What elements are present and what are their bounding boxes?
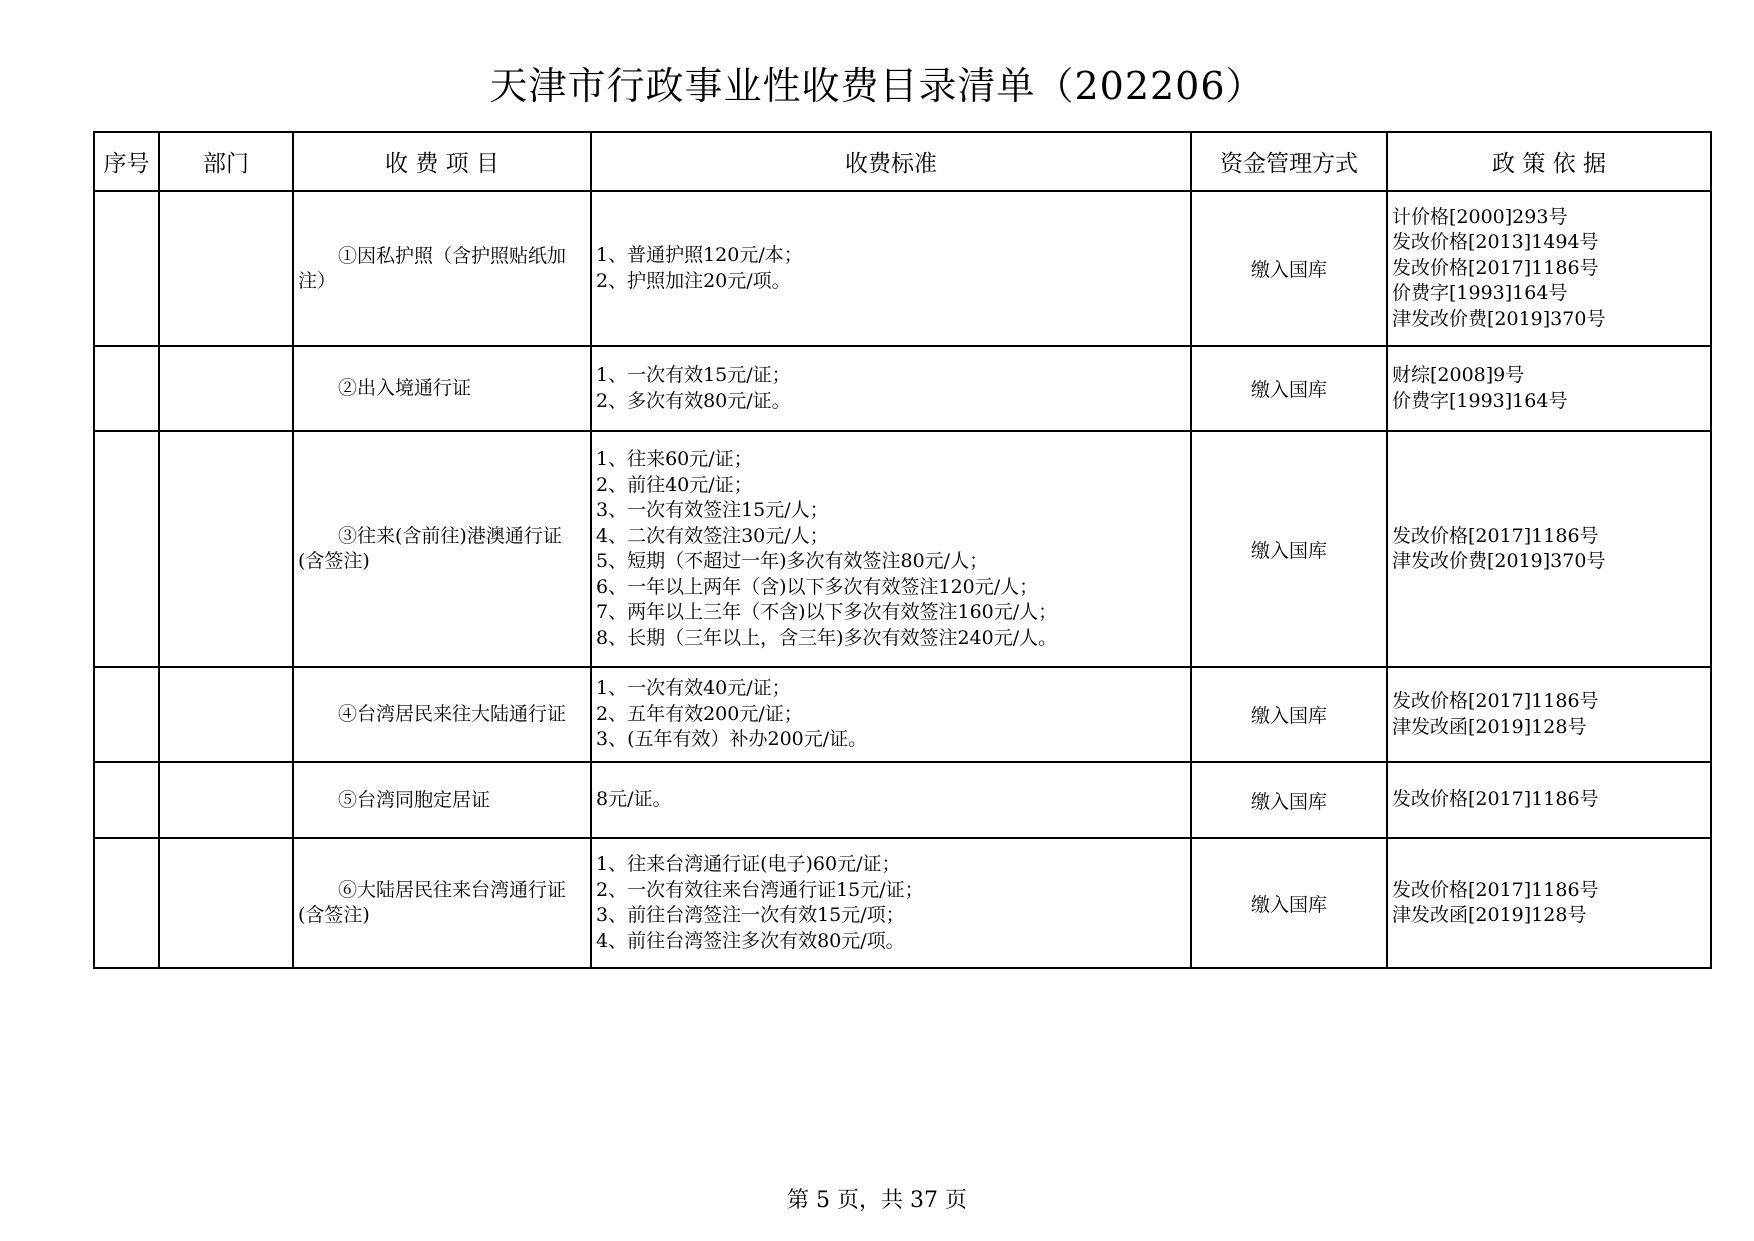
cell-standard [591, 346, 1191, 431]
basis-line: 津发改价费[2019]370号 [1392, 307, 1606, 330]
page-title: 天津市行政事业性收费目录清单（202206） [489, 64, 1265, 108]
cell-dept [159, 191, 293, 346]
cell-seq [94, 762, 159, 838]
standard-line: 3、一次有效签注15元/人； [596, 499, 829, 521]
cell-item [293, 346, 591, 431]
standard-line: 3、(五年有效）补办200元/证。 [596, 728, 868, 751]
cell-seq [94, 667, 159, 762]
standard-line: 3、前往台湾签注一次有效15元/项； [596, 904, 905, 926]
fee-table [93, 131, 1712, 969]
basis-line: 发改价格[2017]1186号 [1392, 690, 1599, 712]
standard-line: 2、多次有效80元/证。 [596, 389, 791, 412]
standard-line: 4、二次有效签注30元/人； [596, 524, 829, 547]
standard-line: 2、一次有效往来台湾通行证15元/证； [596, 878, 924, 901]
cell-fund: 缴入国库 [1191, 667, 1387, 762]
cell-item [293, 838, 591, 968]
cell-item [293, 191, 591, 346]
cell-basis [1387, 762, 1711, 838]
basis-line: 财综[2008]9号 [1392, 364, 1525, 386]
basis-line: 发改价格[2017]1186号 [1392, 256, 1599, 279]
page-footer: 第 5 页，共 37 页 [787, 1188, 967, 1213]
cell-seq [94, 346, 159, 431]
cell-basis [1387, 431, 1711, 667]
basis-line: 发改价格[2017]1186号 [1392, 788, 1599, 811]
cell-fund: 缴入国库 [1191, 191, 1387, 346]
header-standard: 收费标准 [591, 132, 1191, 191]
item-name: ②出入境通行证 [338, 377, 472, 399]
header-item: 收 费 项 目 [293, 132, 591, 191]
cell-fund: 缴入国库 [1191, 762, 1387, 838]
cell-seq [94, 431, 159, 667]
standard-line: 2、护照加注20元/项。 [596, 269, 791, 292]
cell-seq [94, 191, 159, 346]
standard-line: 1、一次有效40元/证； [596, 677, 791, 700]
cell-item [293, 667, 591, 762]
standard-line: 5、短期（不超过一年)多次有效签注80元/人； [596, 550, 989, 572]
header-seq: 序号 [94, 132, 159, 191]
header-basis: 政 策 依 据 [1387, 132, 1711, 191]
cell-basis [1387, 667, 1711, 762]
cell-dept [159, 762, 293, 838]
cell-fund: 缴入国库 [1191, 346, 1387, 431]
cell-basis [1387, 191, 1711, 346]
standard-line: 1、往来台湾通行证(电子)60元/证； [596, 853, 901, 875]
table-body [94, 191, 1711, 968]
standard-line: 6、一年以上两年（含)以下多次有效签注120元/人； [596, 575, 1039, 598]
cell-item [293, 762, 591, 838]
cell-dept [159, 838, 293, 968]
header-dept: 部门 [159, 132, 293, 191]
standard-line: 1、一次有效15元/证； [596, 364, 791, 386]
basis-line: 津发改函[2019]128号 [1392, 715, 1587, 738]
cell-standard [591, 191, 1191, 346]
cell-standard [591, 762, 1191, 838]
item-name: ①因私护照（含护照贴纸加注） [298, 244, 567, 292]
table-row [94, 667, 1711, 762]
standard-line: 4、前往台湾签注多次有效80元/项。 [596, 929, 905, 952]
table-row [94, 838, 1711, 968]
cell-dept [159, 667, 293, 762]
basis-line: 发改价格[2017]1186号 [1392, 878, 1599, 901]
cell-standard [591, 667, 1191, 762]
basis-line: 津发改价费[2019]370号 [1392, 550, 1606, 572]
item-name: ④台湾居民来往大陆通行证 [338, 703, 567, 725]
cell-basis [1387, 346, 1711, 431]
basis-line: 价费字[1993]164号 [1392, 389, 1568, 412]
item-name: ⑥大陆居民往来台湾通行证(含签注) [298, 879, 567, 926]
table-row [94, 431, 1711, 667]
table-row [94, 191, 1711, 346]
cell-standard [591, 838, 1191, 968]
table-row [94, 762, 1711, 838]
basis-line: 津发改函[2019]128号 [1392, 904, 1587, 926]
basis-line: 计价格[2000]293号 [1392, 205, 1568, 228]
table-row [94, 346, 1711, 431]
standard-line: 8元/证。 [596, 788, 672, 811]
basis-line: 价费字[1993]164号 [1392, 282, 1568, 305]
item-name: ③往来(含前往)港澳通行证(含签注) [298, 525, 562, 572]
standard-line: 7、两年以上三年（不含)以下多次有效签注160元/人； [596, 601, 1058, 623]
cell-fund: 缴入国库 [1191, 431, 1387, 667]
basis-line: 发改价格[2013]1494号 [1392, 231, 1599, 254]
cell-basis [1387, 838, 1711, 968]
standard-line: 2、前往40元/证； [596, 473, 753, 496]
cell-item [293, 431, 591, 667]
basis-line: 发改价格[2017]1186号 [1392, 524, 1599, 547]
cell-dept [159, 431, 293, 667]
cell-fund: 缴入国库 [1191, 838, 1387, 968]
header-row [94, 132, 1711, 191]
header-fund: 资金管理方式 [1191, 132, 1387, 191]
standard-line: 1、往来60元/证； [596, 448, 753, 470]
item-name: ⑤台湾同胞定居证 [338, 788, 491, 811]
standard-line: 2、五年有效200元/证； [596, 702, 803, 725]
cell-dept [159, 346, 293, 431]
cell-seq [94, 838, 159, 968]
standard-line: 8、长期（三年以上，含三年)多次有效签注240元/人。 [596, 626, 1058, 649]
cell-standard [591, 431, 1191, 667]
standard-line: 1、普通护照120元/本； [596, 244, 803, 266]
